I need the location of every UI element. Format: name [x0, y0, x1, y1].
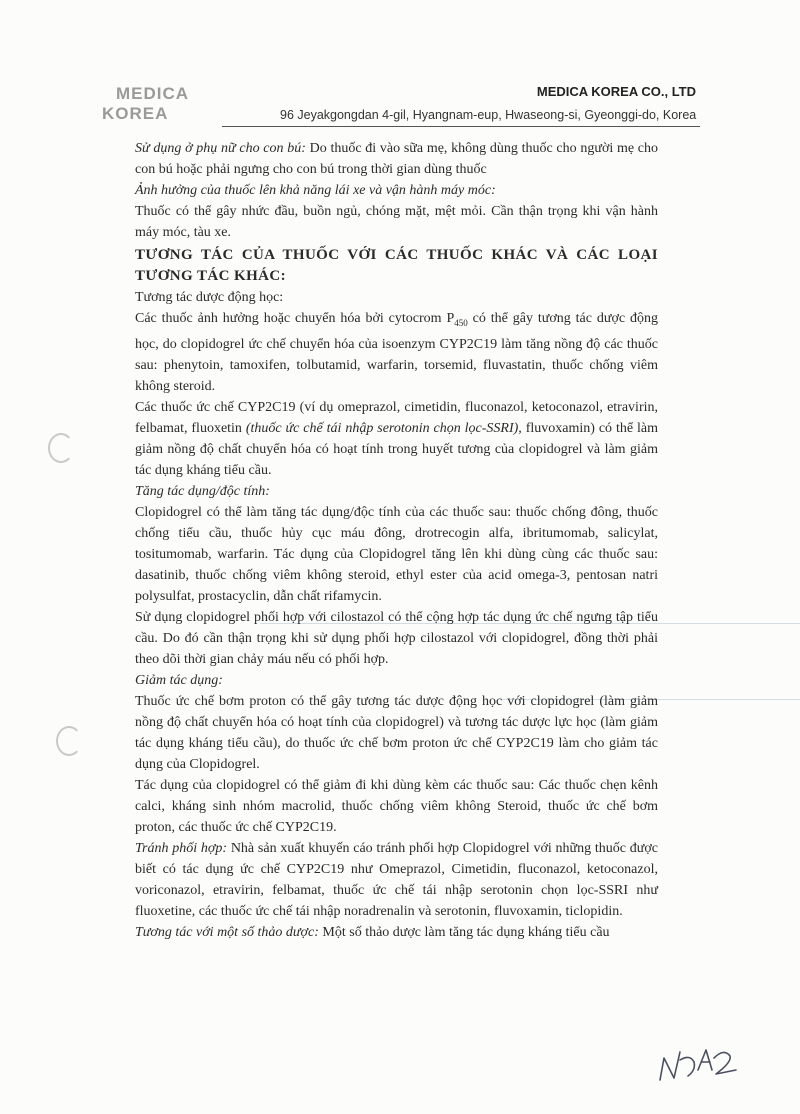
text-avoid-combination: Nhà sản xuất khuyến cáo tránh phối hợp Clopidogrel với những thuốc được biết có tác dụng ức chế CYP2C19 như Omeprazol, Cimetidin, fluconazol, ketoconazol, voriconazol, etravirin, felbamat, thuốc ức chế tái nhập serotonin chọn lọc-SSRI như fluoxetine, các thuốc ức chế tái nhập noradrenalin và serotonin, fluvoxamin, ticlopidin. — [135, 840, 658, 919]
subscript-450: 450 — [454, 317, 468, 328]
header-divider — [222, 126, 700, 127]
text-inhibitors-b: fluvoxamin) có thể làm giảm nồng độ chất chuyển hóa có hoạt tính trong huyết tương của clopidogrel và làm giảm tác dụng kháng tiểu cầu. — [135, 420, 658, 478]
paragraph-driving: Thuốc có thể gây nhức đầu, buồn ngủ, chóng mặt, mệt mỏi. Cần thận trọng khi vận hành máy móc, tàu xe. — [135, 204, 658, 240]
paragraph-avoid-combination — [135, 838, 658, 922]
logo-text-bottom: KOREA — [102, 104, 169, 123]
label-driving: Ảnh hưởng của thuốc lên khả năng lái xe và vận hành máy móc: — [135, 183, 496, 198]
paragraph-herbal — [135, 922, 658, 943]
label-herbal: Tương tác với một số thảo dược: — [135, 924, 319, 940]
punch-hole-upper — [48, 433, 74, 463]
text-cytochrome-b: có thể gây tương tác dược động học, do clopidogrel ức chế chuyển hóa của isoenzym CYP2C19 làm tăng nồng độ các thuốc sau: phenytoin, tamoxifen, tolbutamid, warfarin, torsemid, fluvastatin, thuốc chống viêm không steroid. — [135, 311, 658, 394]
paragraph-increased-effect: Clopidogrel có thể làm tăng tác dụng/độc tính của các thuốc sau: thuốc chống đông, thuốc chống tiểu cầu, thuốc hủy cục máu đông, drotrecogin alfa, ibritumomab, salicylat, tositumomab, warfarin. Tác dụng của Clopidogrel tăng lên khi dùng cùng các thuốc sau: dasatinib, thuốc chống viêm không steroid, ethyl ester của acid omega-3, pentosan natri polysulfat, prostacyclin, dẫn chất rifamycin. — [135, 504, 658, 604]
subheading-pharmacokinetic: Tương tác dược động học: — [135, 290, 284, 305]
logo-text-top: MEDICA — [116, 84, 190, 103]
document-body — [135, 138, 658, 943]
company-address: 96 Jeyakgongdan 4-gil, Hyangnam-eup, Hwaseong-si, Gyeonggi-do, Korea — [280, 108, 697, 122]
paragraph-breastfeeding — [135, 138, 658, 180]
paragraph-cytochrome — [135, 308, 658, 397]
text-ssri-note: (thuốc ức chế tái nhập serotonin chọn lọc-SSRI), — [245, 420, 522, 436]
text-inhibitors-a: Các thuốc ức chế CYP2C19 (ví dụ omeprazol, cimetidin, fluconazol, ketoconazol, etravirin, felbamat, fluoxetin — [135, 399, 658, 436]
label-breastfeeding: Sử dụng ở phụ nữ cho con bú: — [135, 141, 306, 156]
paragraph-ppi: Thuốc ức chế bơm proton có thể gây tương tác dược động học với clopidogrel (làm giảm nồng độ chất chuyển hóa có hoạt tính của clopidogrel) và tương tác dược lực học (làm giảm tác dụng kháng tiểu cầu), do thuốc ức chế bơm proton ức chế CYP2C19 làm cho giảm tác dụng của Clopidogrel. — [135, 693, 658, 772]
company-name: MEDICA KOREA CO., LTD — [536, 84, 696, 99]
text-herbal: Một số thảo dược làm tăng tác dụng kháng tiểu cầu — [318, 924, 610, 940]
text-breastfeeding: Do thuốc đi vào sữa mẹ, không dùng thuốc cho người mẹ cho con bú hoặc phải ngưng cho con bú trong thời gian dùng thuốc — [135, 141, 658, 177]
paragraph-cilostazol: Sử dụng clopidogrel phối hợp với cilostazol có thể cộng hợp tác dụng ức chế ngưng tập tiểu cầu. Do đó cần thận trọng khi sử dụng phối hợp cilostazol với clopidogrel, đồng thời phải theo dõi thời gian chảy máu nếu có phối hợp. — [135, 609, 658, 667]
label-increased-effect: Tăng tác dụng/độc tính: — [135, 483, 270, 499]
text-cytochrome-a: Các thuốc ảnh hưởng hoặc chuyển hóa bởi cytocrom P — [135, 311, 455, 326]
paragraph-cyp2c19-inhibitors — [135, 397, 658, 481]
label-decreased-effect: Giảm tác dụng: — [135, 672, 223, 688]
section-heading: TƯƠNG TÁC CỦA THUỐC VỚI CÁC THUỐC KHÁC VÀ CÁC LOẠI TƯƠNG TÁC KHÁC: — [135, 247, 658, 284]
punch-hole-lower — [56, 726, 82, 756]
label-avoid-combination: Tránh phối hợp: — [135, 840, 228, 856]
paragraph-decreased-effect: Tác dụng của clopidogrel có thể giảm đi khi dùng kèm các thuốc sau: Các thuốc chẹn kênh calci, kháng sinh nhóm macrolid, thuốc chống viêm không Steroid, thuốc ức chế bơm proton, các thuốc ức chế CYP2C19. — [135, 777, 658, 835]
company-logo — [102, 80, 202, 128]
handwritten-signature — [650, 1040, 740, 1086]
